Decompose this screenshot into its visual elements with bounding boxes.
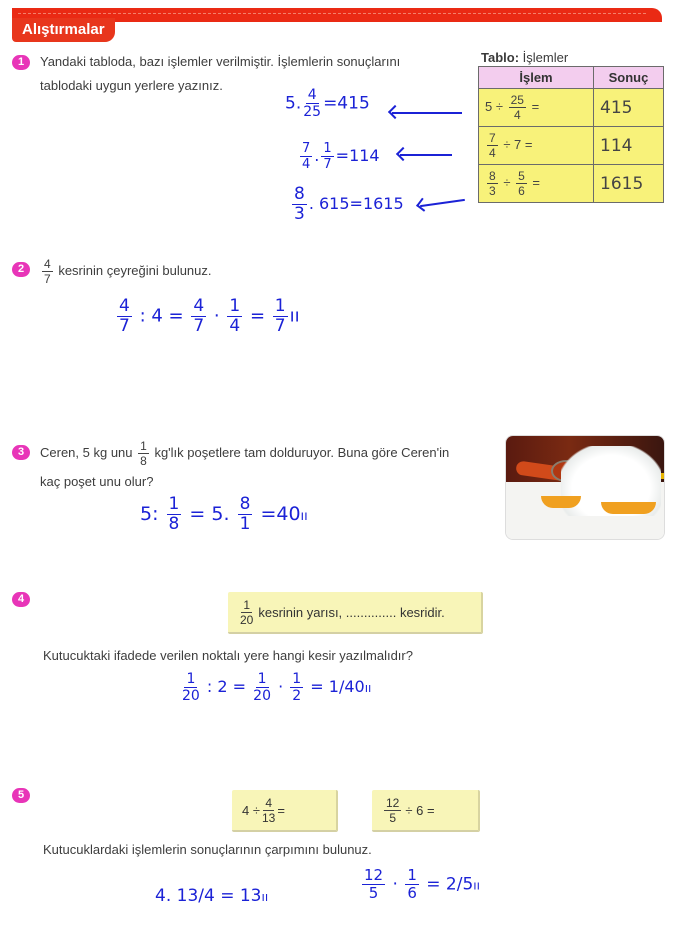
table-header-islem: İşlem [479,67,594,89]
table-row [479,127,664,165]
result-cell[interactable]: 114 [594,127,664,165]
handwriting-ex5-left: 4. 13/4 = 13ıı [155,886,269,906]
exercise-3-text-line2: kaç poşet unu olur? [40,474,154,489]
operation-cell: 5 ÷ $\frac{25}{4}$ = [479,89,594,127]
exercise-5-question: Kutucuklardaki işlemlerin sonuçlarının çarpımını bulunuz. [43,842,372,857]
exercise-number-1: 1 [12,55,30,70]
handwriting-ex3: 5: $\frac{1}{8}$ = 5. $\frac{8}{1}$ =40ıı [140,494,308,534]
exercise-5-box-2: $\frac{12}{5}$ ÷ 6 = [372,790,480,832]
exercise-number-3: 3 [12,445,30,460]
exercise-4-question: Kutucuktaki ifadede verilen noktalı yere hangi kesir yazılmalıdır? [43,648,413,663]
table-row [479,165,664,203]
table-header-sonuc: Sonuç [594,67,664,89]
exercise-5-box-1: 4 ÷ $\frac{4}{13}$ = [232,790,338,832]
operation-cell: $\frac{8}{3}$ ÷ $\frac{5}{6}$ = [479,165,594,203]
exercise-number-5: 5 [12,788,30,803]
table-row [479,89,664,127]
arrow-icon [392,112,462,114]
arrow-icon [420,199,465,207]
exercise-number-2: 2 [12,262,30,277]
exercise-4-box: $\frac{1}{20}$ kesrinin yarısı, .............. kesridir. [228,592,483,634]
operations-table [478,66,664,203]
handwriting-ex4: $\frac{1}{20}$ : 2 = $\frac{1}{20}$ · $\frac{1}{2}$ = 1/40ıı [182,671,372,704]
handwriting-ex5-right: $\frac{12}{5}$ · $\frac{1}{6}$ = 2/5ıı [364,866,480,902]
result-cell[interactable]: 415 [594,89,664,127]
handwriting-ex1-line3: $\frac{8}{3}$ . 615=1615 [294,184,404,224]
table-title: Tablo: İşlemler [481,50,569,65]
handwriting-ex2: $\frac{4}{7}$ : 4 = $\frac{4}{7}$ · $\frac{1}{4}$ = $\frac{1}{7}$ ıı [119,296,300,336]
handwriting-ex1-line2: $\frac{7}{4}$ . $\frac{1}{7}$ =114 [302,141,380,172]
section-title: Alıştırmalar [12,18,115,42]
handwriting-ex1-line1: 5. $\frac{4}{25}$ =415 [285,87,370,120]
operation-cell: $\frac{7}{4}$ ÷ 7 = [479,127,594,165]
exercise-number-4: 4 [12,592,30,607]
exercise-1-text-line1: Yandaki tabloda, bazı işlemler verilmiştir. İşlemlerin sonuçlarını [40,54,401,69]
exercise-2-text: $\frac{4}{7}$ kesrinin çeyreğini bulunuz. [44,257,212,286]
flour-image [505,435,665,540]
exercise-3-text-line1: Ceren, 5 kg unu $\frac{1}{8}$ kg'lık poşetlere tam dolduruyor. Buna göre Ceren'in [40,439,450,468]
result-cell[interactable]: 1615 [594,165,664,203]
arrow-icon [400,154,452,156]
exercise-1-text-line2: tablodaki uygun yerlere yazınız. [40,78,223,93]
